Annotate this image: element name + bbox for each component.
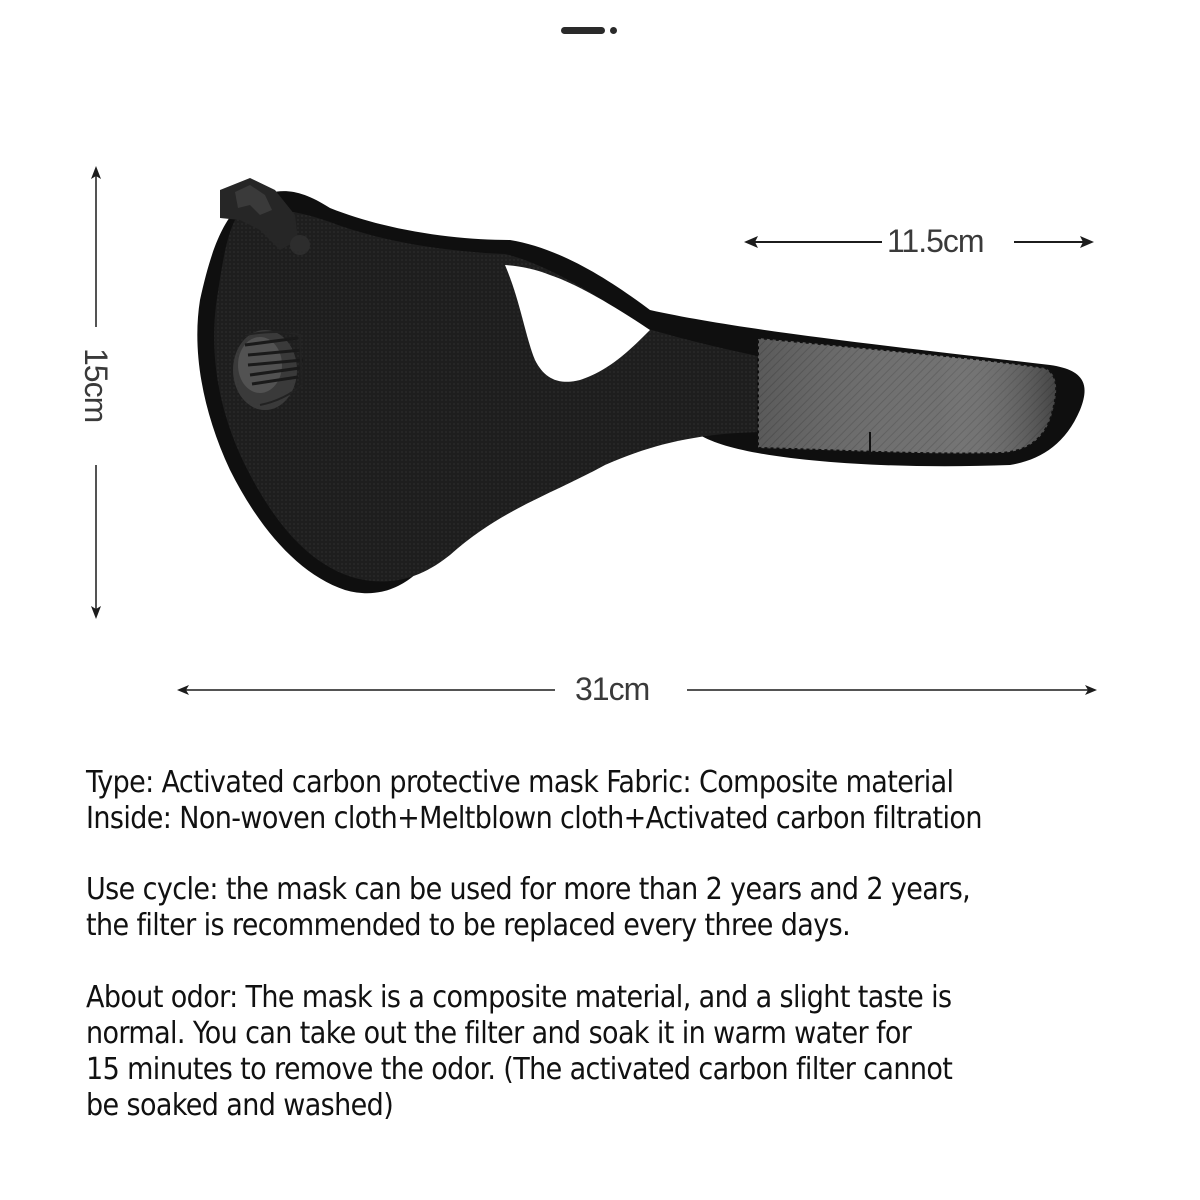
image-pager[interactable] (561, 27, 617, 34)
spec-inside: Inside: Non-woven cloth+Meltblown cloth+Activated carbon filtration (86, 801, 982, 836)
spec-use-cycle (86, 872, 970, 944)
spec-type-fabric: Type: Activated carbon protective mask Fabric: Composite material (86, 765, 954, 800)
mask-product-image (180, 170, 1100, 620)
spec-type-fabric-inside (86, 765, 982, 837)
strap-dimension-label: 11.5cm (887, 223, 984, 259)
use-cycle-line-2: the filter is recommended to be replaced every three days. (86, 908, 851, 943)
pager-active-indicator[interactable] (561, 27, 605, 34)
use-cycle-line-1: Use cycle: the mask can be used for more than 2 years and 2 years, (86, 872, 971, 907)
odor-line-1: About odor: The mask is a composite material, and a slight taste is (86, 980, 952, 1015)
spec-about-odor (86, 980, 952, 1124)
length-dimension-label: 31cm (575, 671, 650, 707)
odor-line-2: normal. You can take out the filter and soak it in warm water for (86, 1016, 912, 1051)
odor-line-3: 15 minutes to remove the odor. (The activated carbon filter cannot (86, 1052, 953, 1087)
height-dimension-label: 15cm (78, 348, 114, 423)
pager-dot[interactable] (610, 27, 617, 34)
odor-line-4: be soaked and washed) (86, 1088, 394, 1123)
